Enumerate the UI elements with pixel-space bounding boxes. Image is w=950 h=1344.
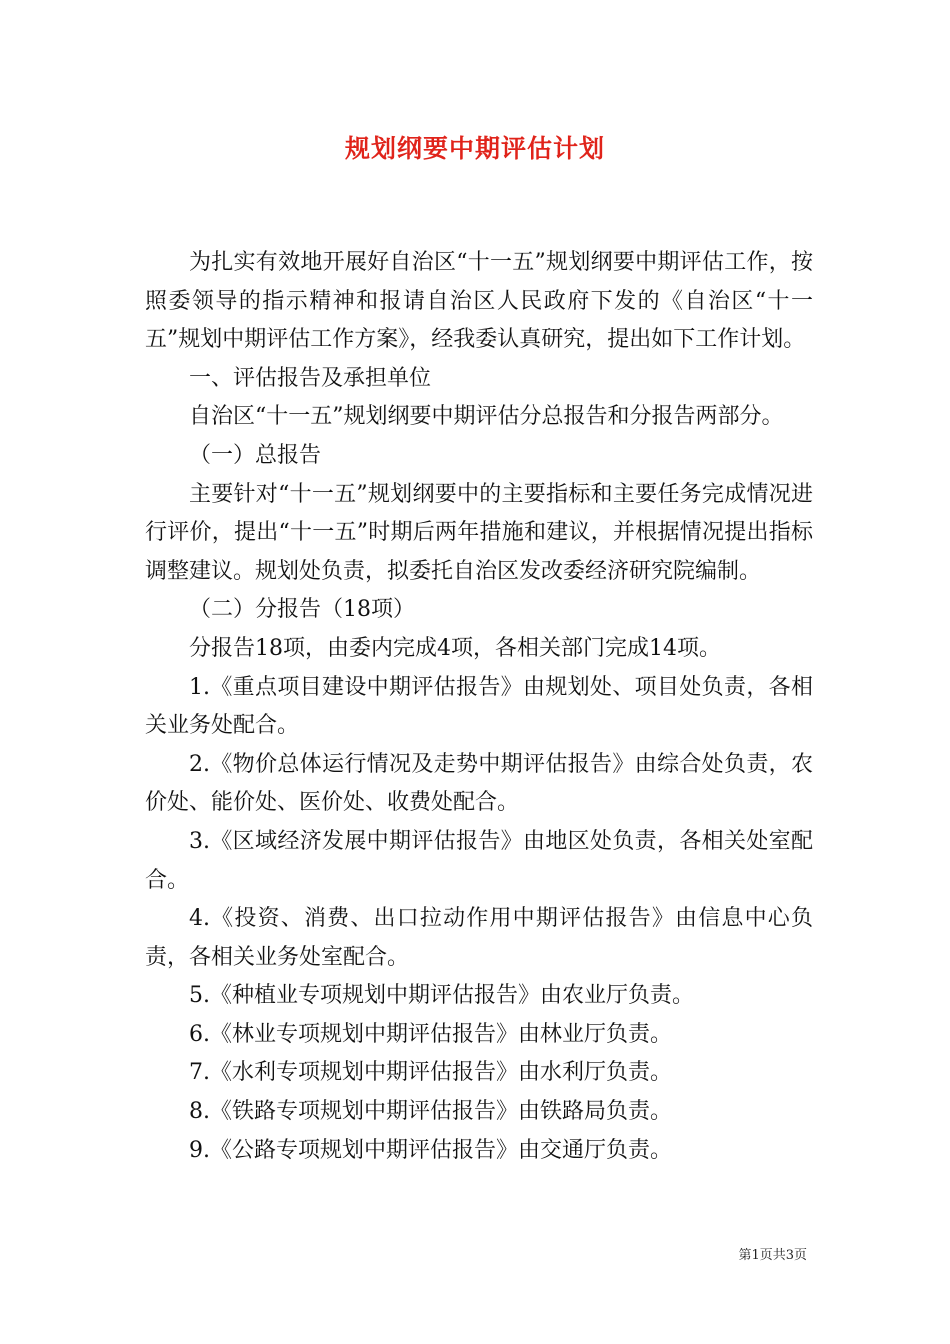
- paragraph-main-report: 主要针对“十一五”规划纲要中的主要指标和主要任务完成情况进行评价，提出“十一五”时期后两年措施和建议，并根据情况提出指标调整建议。规划处负责，拟委托自治区发改委经济研究院编制。: [145, 481, 813, 584]
- subsection-heading-1: （一）总报告: [189, 442, 322, 468]
- paragraph-sub-reports: 分报告18项，由委内完成4项，各相关部门完成14项。: [189, 635, 721, 661]
- list-item: 6.《林业专项规划中期评估报告》由林业厅负责。: [189, 1021, 672, 1047]
- list-item: 4.《投资、消费、出口拉动作用中期评估报告》由信息中心负责，各相关业务处室配合。: [145, 906, 813, 970]
- list-item: 7.《水利专项规划中期评估报告》由水利厅负责。: [189, 1060, 672, 1086]
- list-item: 3.《区域经济发展中期评估报告》由地区处负责，各相关处室配合。: [145, 828, 813, 893]
- paragraph-overview: 自治区“十一五”规划纲要中期评估分总报告和分报告两部分。: [189, 404, 784, 430]
- document-title: 规划纲要中期评估计划: [344, 134, 605, 163]
- list-item: 5.《种植业专项规划中期评估报告》由农业厅负责。: [189, 983, 694, 1009]
- list-item: 9.《公路专项规划中期评估报告》由交通厅负责。: [189, 1137, 672, 1163]
- section-heading-1: 一、评估报告及承担单位: [189, 365, 432, 391]
- paragraph-intro: 为扎实有效地开展好自治区“十一五”规划纲要中期评估工作，按照委领导的指示精神和报请自治区人民政府下发的《自治区“十一五”规划中期评估工作方案》，经我委认真研究，提出如下工作计划。: [145, 250, 813, 353]
- list-item: 2.《物价总体运行情况及走势中期评估报告》由综合处负责，农价处、能价处、医价处、收费处配合。: [145, 751, 813, 816]
- page-number: 第1页共3页: [738, 1248, 807, 1263]
- list-item: 1.《重点项目建设中期评估报告》由规划处、项目处负责，各相关业务处配合。: [145, 674, 813, 739]
- subsection-heading-2: （二）分报告（18项）: [189, 597, 415, 623]
- document-body: [145, 244, 813, 1170]
- list-item: 8.《铁路专项规划中期评估报告》由铁路局负责。: [189, 1099, 672, 1125]
